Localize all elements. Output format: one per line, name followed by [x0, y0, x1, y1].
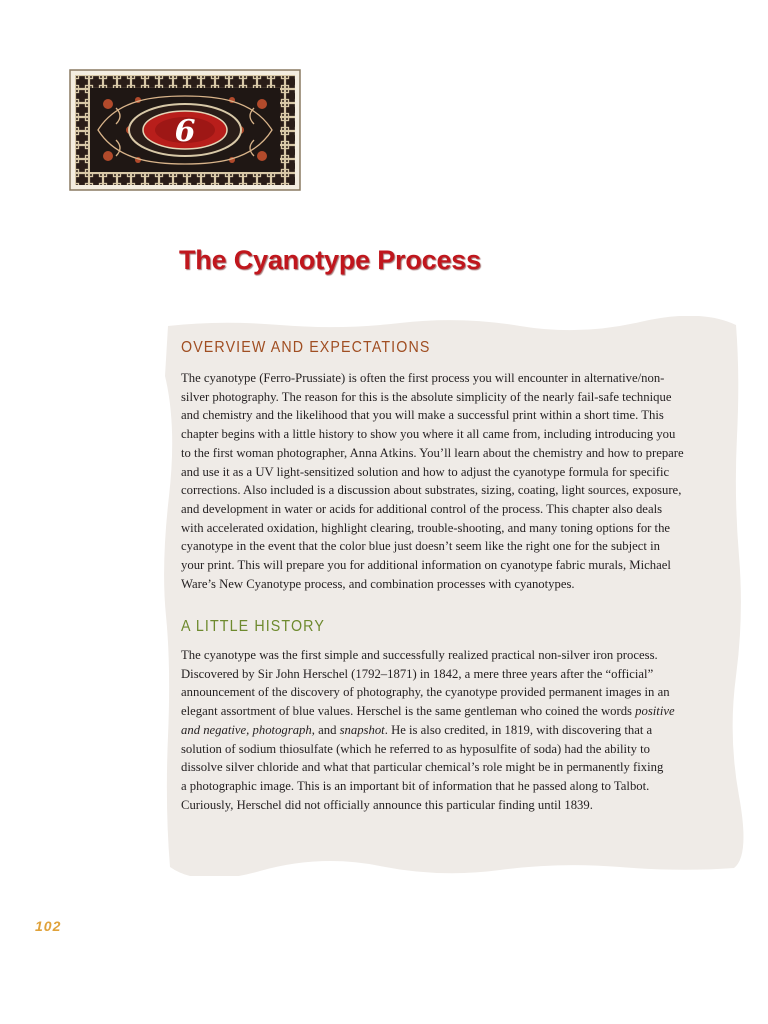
text-line: The cyanotype (Ferro-Prussiate) is often the first process you will encounter in alternative/non- — [181, 371, 665, 385]
text-line: and chemistry and the likelihood that you will make a successful print within a short time. This — [181, 408, 664, 423]
history-paragraph — [181, 646, 729, 814]
text-line: to the first woman photographer, Anna Atkins. You’ll learn about the chemistry and how to prepare — [181, 445, 684, 460]
text-line: solution of sodium thiosulfate (which he referred to as hyposulfite of soda) had the ability to — [181, 741, 650, 756]
text-line: and use it as a UV light-sensitized solution and how to adjust the cyanotype formula for specific — [181, 464, 670, 479]
text-line — [181, 721, 729, 740]
overview-paragraph — [181, 369, 729, 593]
text-line: your print. This will prepare you for additional information on cyanotype fabric murals, Michael — [181, 558, 671, 573]
text-line: and development in water or acids for additional control of the process. This chapter also deals — [181, 501, 663, 516]
text-line: cyanotype in the event that the color blue just doesn’t seem like the right one for the subject in — [181, 539, 660, 554]
text-line: The cyanotype was the first simple and successfully realized practical non-silver iron process. — [181, 648, 658, 662]
text-line: dissolve silver chloride and what that particular chemical’s role might be in permanently fixing — [181, 760, 664, 775]
chapter-title: The Cyanotype Process — [179, 245, 481, 275]
text-line: a photographic image. This is an important bit of information that he passed along to Talbot. — [181, 778, 650, 793]
chapter-ornament — [68, 68, 302, 192]
text-line: Ware’s New Cyanotype process, and combination processes with cyanotypes. — [181, 576, 575, 591]
italic-term-snapshot: snapshot — [339, 722, 385, 737]
text-segment: . He is also credited, in 1819, with discovering that a — [384, 722, 653, 737]
text-line — [181, 702, 729, 721]
chapter-number: 6 — [174, 114, 196, 149]
text-line: Discovered by Sir John Herschel (1792–1871) in 1842, a mere three years after the “official” — [181, 666, 654, 681]
text-line: Curiously, Herschel did not officially announce this particular finding until 1839. — [181, 797, 593, 812]
section-heading-history: A LITTLE HISTORY — [181, 618, 325, 635]
text-line: silver photography. The reason for this is the absolute simplicity of the nearly fail-safe technique — [181, 389, 672, 404]
italic-term-positive: positive — [635, 704, 675, 719]
text-segment: elegant assortment of blue values. Herschel is the same gentleman who coined the words — [181, 704, 636, 719]
text-line: with accelerated oxidation, highlight clearing, trouble-shooting, and many toning options for the — [181, 520, 671, 535]
text-line: announcement of the discovery of photography, the cyanotype provided permanent images in an — [181, 685, 670, 700]
text-segment: , and — [311, 722, 340, 737]
italic-term-photograph: and negative, photograph — [181, 722, 312, 737]
text-line: corrections. Also included is a discussion about substrates, sizing, coating, light sources, exposure, — [181, 483, 682, 498]
text-line: chapter begins with a little history to show you where it all came from, including introducing you — [181, 427, 676, 442]
page-number: 102 — [35, 918, 62, 934]
section-heading-overview: OVERVIEW AND EXPECTATIONS — [181, 339, 431, 356]
